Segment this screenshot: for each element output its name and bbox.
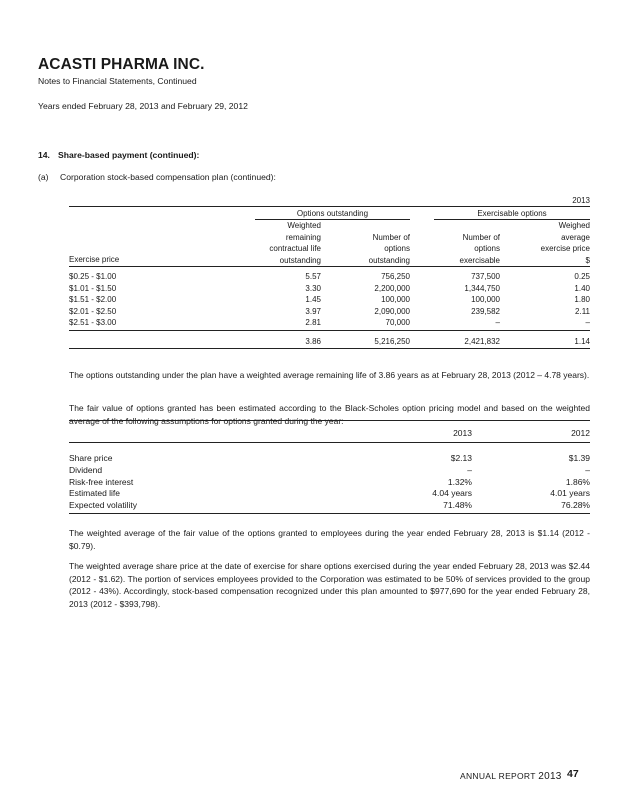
- assumption-label: Dividend: [69, 465, 103, 475]
- cell-outstanding: 100,000: [381, 295, 410, 304]
- group-options-outstanding: Options outstanding: [296, 209, 369, 218]
- cell-outstanding: 70,000: [385, 318, 410, 327]
- cell-avg-price: 1.40: [574, 283, 590, 293]
- footer-label: ANNUAL REPORT: [460, 771, 536, 781]
- paragraph-share-price-exercise: The weighted average share price at the date of exercise for share options exercised during the year ended February 28, 2013 was $2.44 (2012 - $1.62). The portion of services employees provided to the Corporation was estimated to be 50% of services provided to the group (2012 - 43%). Accordingly, stock-based compensation recognized under this plan amounted to $977,690 for the year ended February 28, 2013 (2012 - $393,798).: [69, 561, 590, 609]
- header-line: Weighted: [287, 221, 321, 230]
- cell-life: 3.30: [305, 283, 321, 293]
- col-header-weighted-exercise-price: [510, 220, 590, 266]
- assumption-2012: 76.28%: [561, 499, 590, 510]
- header-line: exercisable: [459, 255, 500, 265]
- assumption-2013: –: [467, 465, 472, 475]
- cell-exercise-price: $2.01 - $2.50: [69, 306, 117, 316]
- table2-bottom-rule: [69, 513, 590, 514]
- cell-outstanding: 2,200,000: [374, 283, 410, 293]
- header-line: $: [585, 255, 590, 265]
- assumption-label: Estimated life: [69, 488, 121, 498]
- cell-exercisable: 239,582: [471, 306, 500, 316]
- cell-outstanding: 756,250: [381, 272, 410, 281]
- table1-header-rule: [69, 266, 590, 267]
- cell-outstanding: 2,090,000: [374, 306, 410, 316]
- cell-avg-price: 1.80: [574, 295, 590, 304]
- group-exercisable-options: Exercisable options: [477, 209, 547, 218]
- cell-avg-price: 2.11: [575, 306, 590, 316]
- header-line: outstanding: [279, 255, 321, 265]
- page-number: 47: [567, 768, 579, 780]
- cell-exercise-price: $2.51 - $3.00: [69, 318, 117, 327]
- assumption-2012: $1.39: [568, 453, 590, 463]
- col-header-exercise-price: Exercise price: [69, 254, 120, 264]
- cell-exercisable: 100,000: [471, 295, 500, 304]
- cell-life: 5.57: [305, 272, 321, 281]
- footer-annual-report: [460, 771, 562, 782]
- table1-bottom-rule: [69, 348, 590, 349]
- assumption-2012: 1.86%: [565, 476, 590, 487]
- cell-exercisable: 1,344,750: [464, 283, 500, 293]
- cell-exercise-price: $1.51 - $2.00: [69, 295, 117, 304]
- total-exercisable: 2,421,832: [464, 337, 500, 346]
- assumption-2012: 4.01 years: [550, 488, 590, 498]
- assumption-2013: 1.32%: [447, 476, 472, 487]
- total-outstanding: 5,216,250: [374, 337, 410, 346]
- cell-life: 1.45: [305, 295, 321, 304]
- total-life: 3.86: [305, 337, 321, 346]
- assumption-label: Share price: [69, 453, 113, 463]
- header-line: contractual life: [269, 244, 321, 253]
- header-line: average: [561, 232, 590, 242]
- table2-header-rule: [69, 442, 590, 443]
- cell-exercisable: –: [495, 318, 500, 327]
- header-line: Weighed: [558, 221, 590, 230]
- subsection-title: [38, 172, 276, 182]
- table1-top-rule: [69, 206, 590, 207]
- col-header-options-outstanding: [330, 232, 410, 267]
- cell-life: 2.81: [305, 318, 321, 327]
- cell-avg-price: –: [585, 318, 590, 327]
- header-line: options: [384, 244, 410, 253]
- col-header-weighted-life: [220, 220, 321, 266]
- subsection-title-text: Corporation stock-based compensation plan (continued):: [60, 172, 276, 182]
- header-line: options: [474, 244, 500, 253]
- assumption-label: Risk-free interest: [69, 476, 134, 487]
- header-line: exercise price: [540, 244, 590, 253]
- paragraph-black-scholes: The fair value of options granted has been estimated according to the Black-Scholes option pricing model and based on the weighted average of the following assumptions for options granted during the year:: [69, 403, 590, 426]
- assumption-2013: $2.13: [450, 453, 472, 463]
- table2-col-2013: 2013: [453, 428, 472, 438]
- footer-year: 2013: [538, 771, 562, 782]
- table1-total-rule: [69, 330, 590, 331]
- section-title: [38, 150, 199, 160]
- cell-avg-price: 0.25: [574, 272, 590, 281]
- section-title-text: Share-based payment (continued):: [58, 150, 200, 160]
- subsection-label: (a): [38, 172, 49, 182]
- total-avg-price: 1.14: [574, 337, 590, 346]
- header-line: Number of: [462, 232, 500, 242]
- company-name: ACASTI PHARMA INC.: [38, 56, 205, 73]
- header-line: remaining: [285, 232, 321, 242]
- assumption-2013: 71.48%: [443, 499, 472, 510]
- header-line: Number of: [372, 232, 410, 242]
- cell-exercisable: 737,500: [471, 272, 500, 281]
- paragraph-fair-value: The weighted average of the fair value of the options granted to employees during the year ended February 28, 2013 is $1.14 (2012 - $0.79).: [69, 528, 590, 551]
- period-subtitle: Years ended February 28, 2013 and February 29, 2012: [38, 101, 248, 111]
- cell-life: 3.97: [305, 306, 321, 316]
- cell-exercise-price: $0.25 - $1.00: [69, 272, 117, 281]
- cell-exercise-price: $1.01 - $1.50: [69, 283, 117, 293]
- section-number: 14.: [38, 150, 50, 160]
- paragraph-remaining-life: The options outstanding under the plan have a weighted average remaining life of 3.86 years as at February 28, 2013 (2012 – 4.78 years).: [69, 370, 590, 380]
- assumption-2013: 4.04 years: [432, 488, 472, 498]
- assumption-label: Expected volatility: [69, 499, 138, 510]
- header-line: outstanding: [368, 255, 410, 265]
- table2-col-2012: 2012: [571, 428, 590, 438]
- table2-top-rule: [69, 420, 590, 421]
- col-header-options-exercisable: [420, 232, 500, 267]
- notes-subtitle: Notes to Financial Statements, Continued: [38, 76, 197, 86]
- table1-year: 2013: [572, 196, 590, 205]
- assumption-2012: –: [585, 465, 590, 475]
